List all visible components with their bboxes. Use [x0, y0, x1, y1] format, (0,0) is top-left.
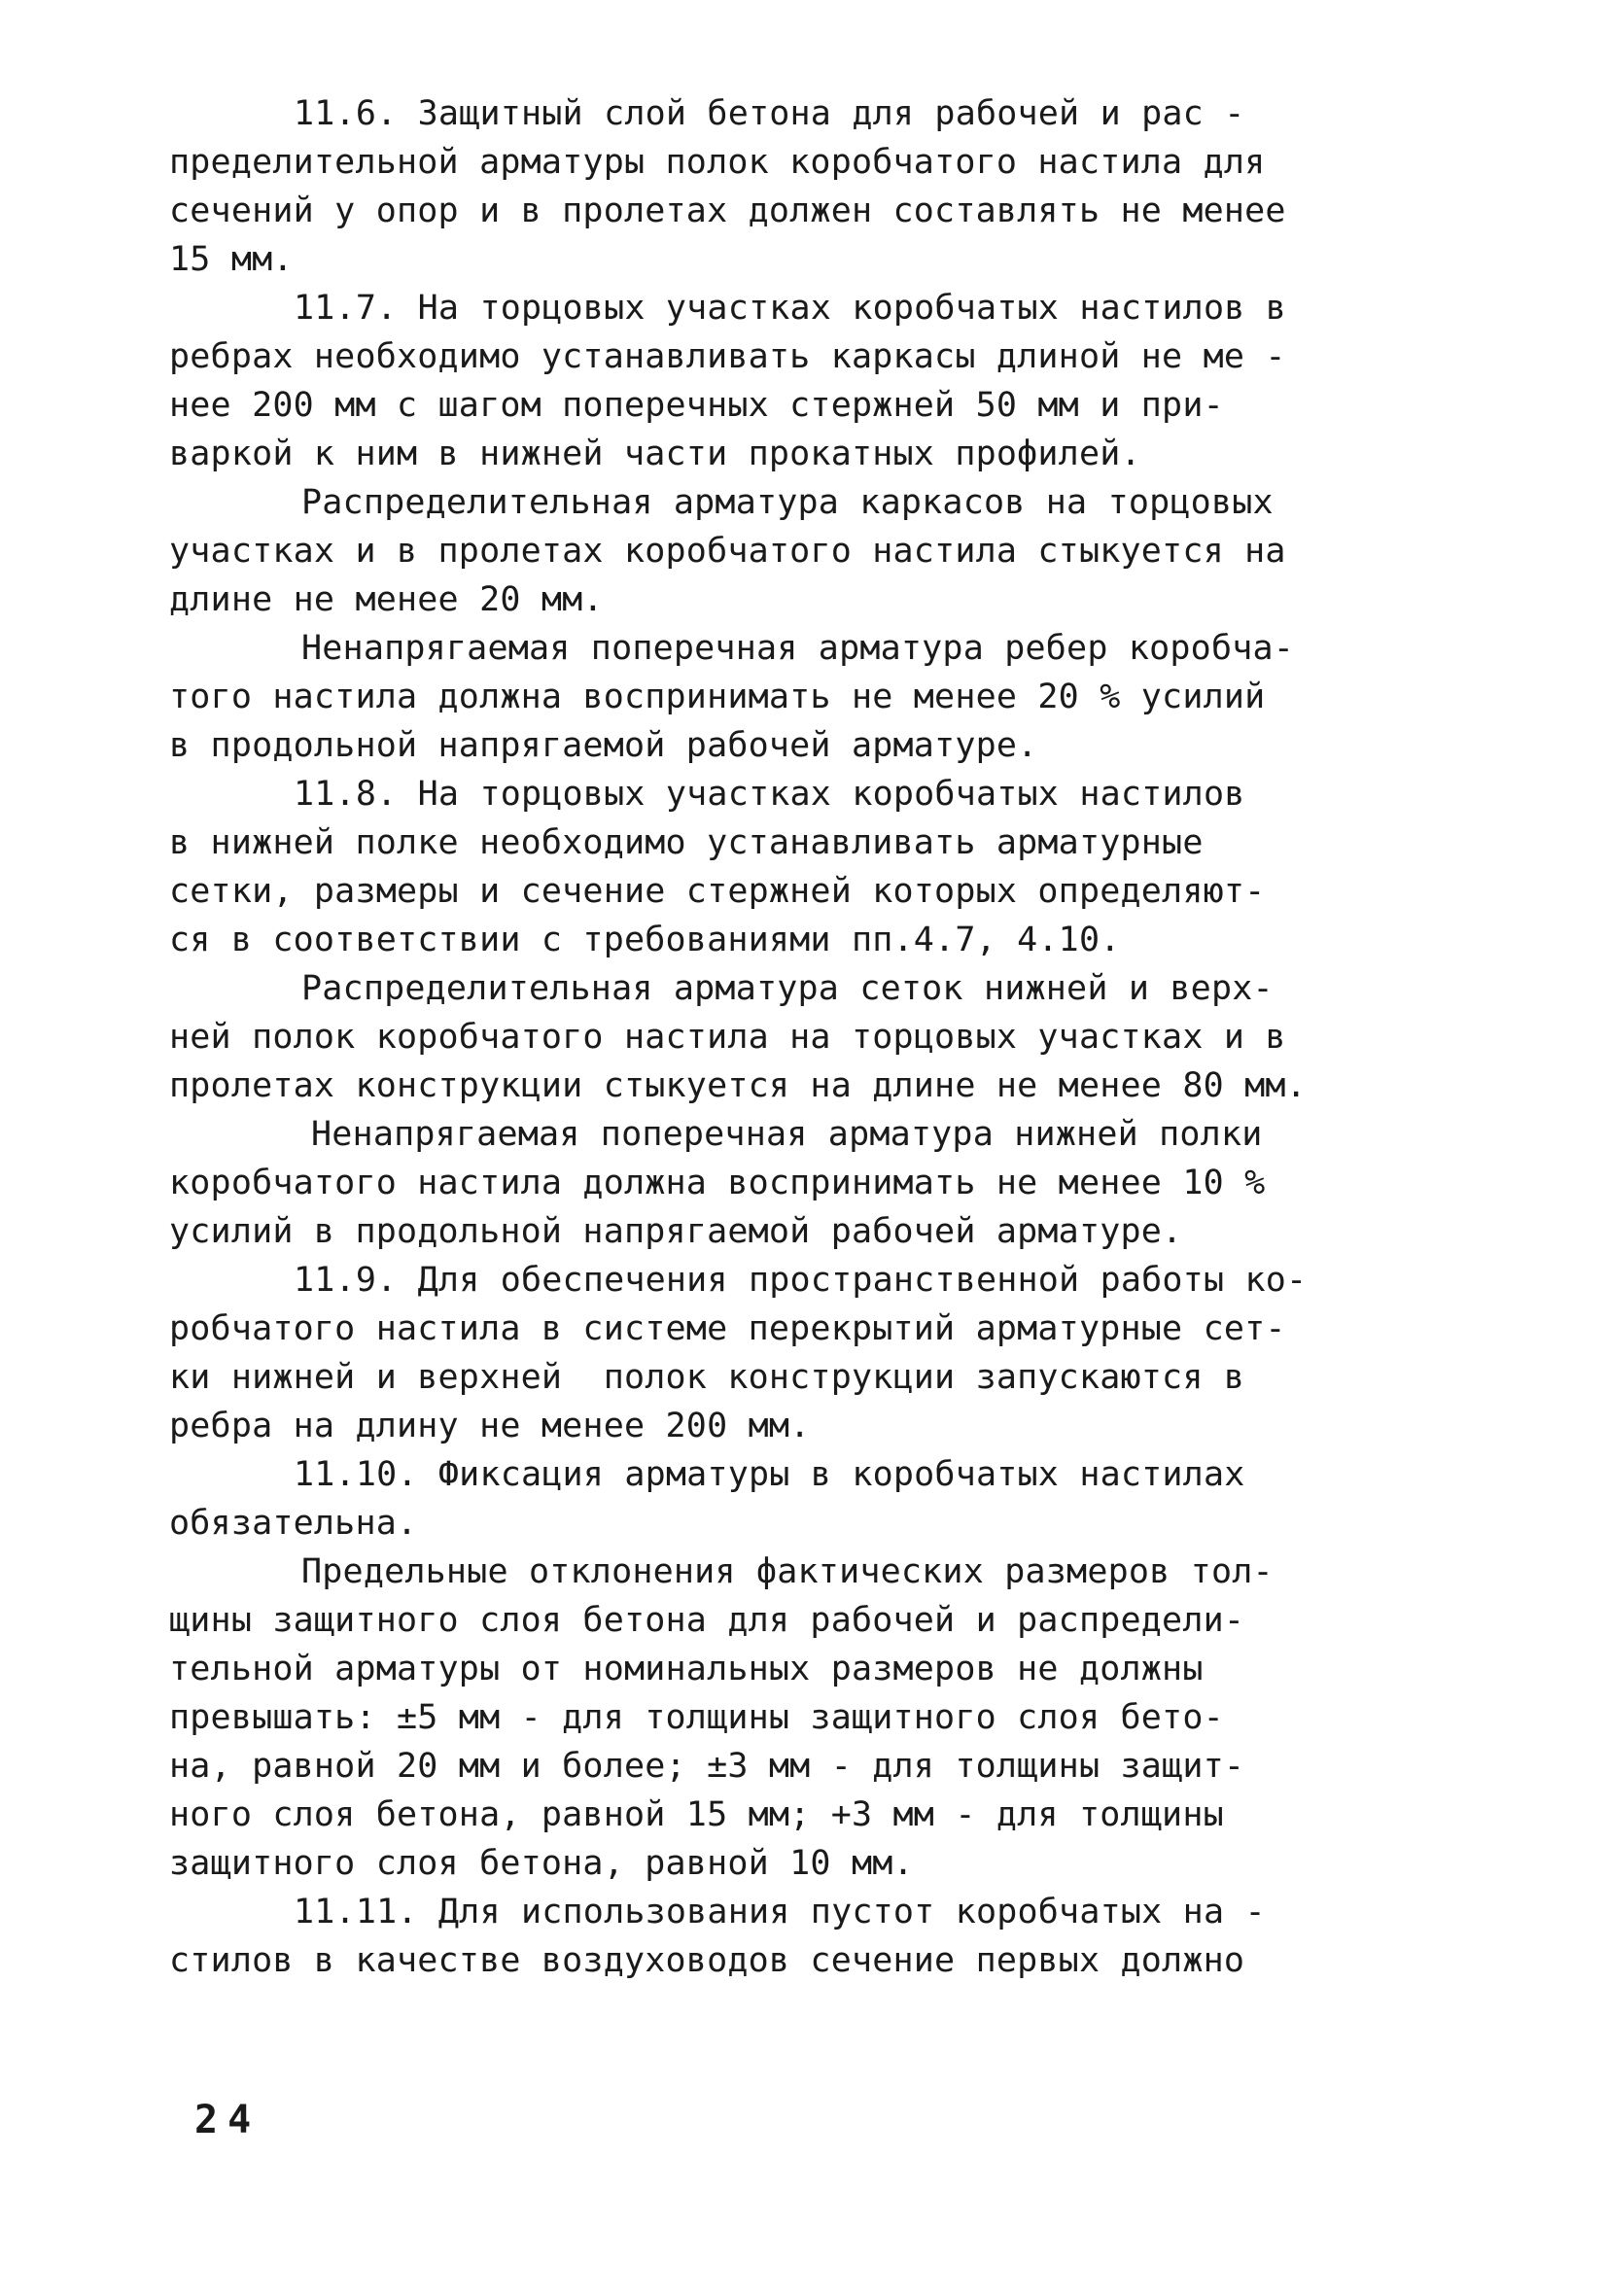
text-line: ребрах необходимо устанавливать каркасы длиной не ме -	[169, 337, 1286, 376]
text-line: пролетах конструкции стыкуется на длине не менее 80 мм.	[169, 1066, 1307, 1105]
text-line: щины защитного слоя бетона для рабочей и распредели-	[169, 1601, 1245, 1640]
page-number: 24	[194, 2098, 262, 2142]
paragraph-11-7	[169, 284, 1433, 478]
text-line: сетки, размеры и сечение стержней которых определяют-	[169, 872, 1266, 911]
paragraph-transverse-bottom	[169, 1110, 1433, 1256]
text-line: Распределительная арматура сеток нижней и верх-	[301, 969, 1274, 1008]
text-line: обязательна.	[169, 1504, 418, 1543]
document-body	[169, 89, 1433, 1985]
text-line: усилий в продольной напрягаемой рабочей арматуре.	[169, 1212, 1183, 1251]
text-line: защитного слоя бетона, равной 10 мм.	[169, 1844, 914, 1883]
paragraph-distribution-frames	[169, 478, 1433, 624]
text-line: ней полок коробчатого настила на торцовых участках и в	[169, 1018, 1286, 1057]
paragraph-11-6	[169, 89, 1433, 284]
paragraph-11-11	[169, 1888, 1433, 1985]
text-line: длине не менее 20 мм.	[169, 580, 604, 619]
text-line: тельной арматуры от номинальных размеров не должны	[169, 1650, 1204, 1688]
paragraph-11-9	[169, 1256, 1433, 1450]
text-line: 11.7. На торцовых участках коробчатых настилов в	[294, 289, 1287, 328]
text-line: 11.10. Фиксация арматуры в коробчатых настилах	[294, 1455, 1245, 1494]
text-line: 11.8. На торцовых участках коробчатых настилов	[294, 775, 1245, 814]
text-line: Ненапрягаемая поперечная арматура ребер коробча-	[301, 629, 1295, 668]
text-line: коробчатого настила должна воспринимать не менее 10 %	[169, 1164, 1266, 1202]
text-line: пределительной арматуры полок коробчатого настила для	[169, 143, 1266, 182]
text-line: 11.6. Защитный слой бетона для рабочей и рас -	[294, 94, 1245, 133]
paragraph-tolerances	[169, 1548, 1433, 1888]
text-line: ного слоя бетона, равной 15 мм; +3 мм - для толщины	[169, 1795, 1224, 1834]
text-line: стилов в качестве воздуховодов сечение первых должно	[169, 1941, 1245, 1980]
text-line: участках и в пролетах коробчатого настила стыкуется на	[169, 532, 1286, 571]
text-line: сечений у опор и в пролетах должен составлять не менее	[169, 191, 1286, 230]
text-line: превышать: ±5 мм - для толщины защитного слоя бето-	[169, 1698, 1224, 1737]
text-line: на, равной 20 мм и более; ±3 мм - для толщины защит-	[169, 1747, 1245, 1786]
paragraph-11-10	[169, 1450, 1433, 1548]
text-line: ся в соответствии с требованиями пп.4.7, 4.10.	[169, 921, 1121, 959]
text-line: 15 мм.	[169, 240, 294, 279]
text-line: варкой к ним в нижней части прокатных профилей.	[169, 435, 1141, 473]
text-line: Распределительная арматура каркасов на торцовых	[301, 483, 1274, 522]
text-line: 11.11. Для использования пустот коробчатых на -	[294, 1893, 1266, 1931]
text-line: робчатого настила в системе перекрытий арматурные сет-	[169, 1309, 1286, 1348]
text-line: нее 200 мм с шагом поперечных стержней 50 мм и при-	[169, 386, 1224, 425]
text-line: в продольной напрягаемой рабочей арматуре.	[169, 726, 1038, 765]
paragraph-11-8	[169, 770, 1433, 964]
text-line: в нижней полке необходимо устанавливать арматурные	[169, 823, 1204, 862]
text-line: ребра на длину не менее 200 мм.	[169, 1407, 811, 1445]
text-line: ки нижней и верхней полок конструкции запускаются в	[169, 1358, 1245, 1397]
text-line: 11.9. Для обеспечения пространственной работы ко-	[294, 1261, 1308, 1300]
text-line: Ненапрягаемая поперечная арматура нижней полки	[311, 1115, 1263, 1154]
text-line: Предельные отклонения фактических размеров тол-	[301, 1552, 1274, 1591]
paragraph-distribution-meshes	[169, 964, 1433, 1110]
text-line: того настила должна воспринимать не менее 20 % усилий	[169, 678, 1266, 716]
paragraph-transverse-ribs	[169, 624, 1433, 770]
